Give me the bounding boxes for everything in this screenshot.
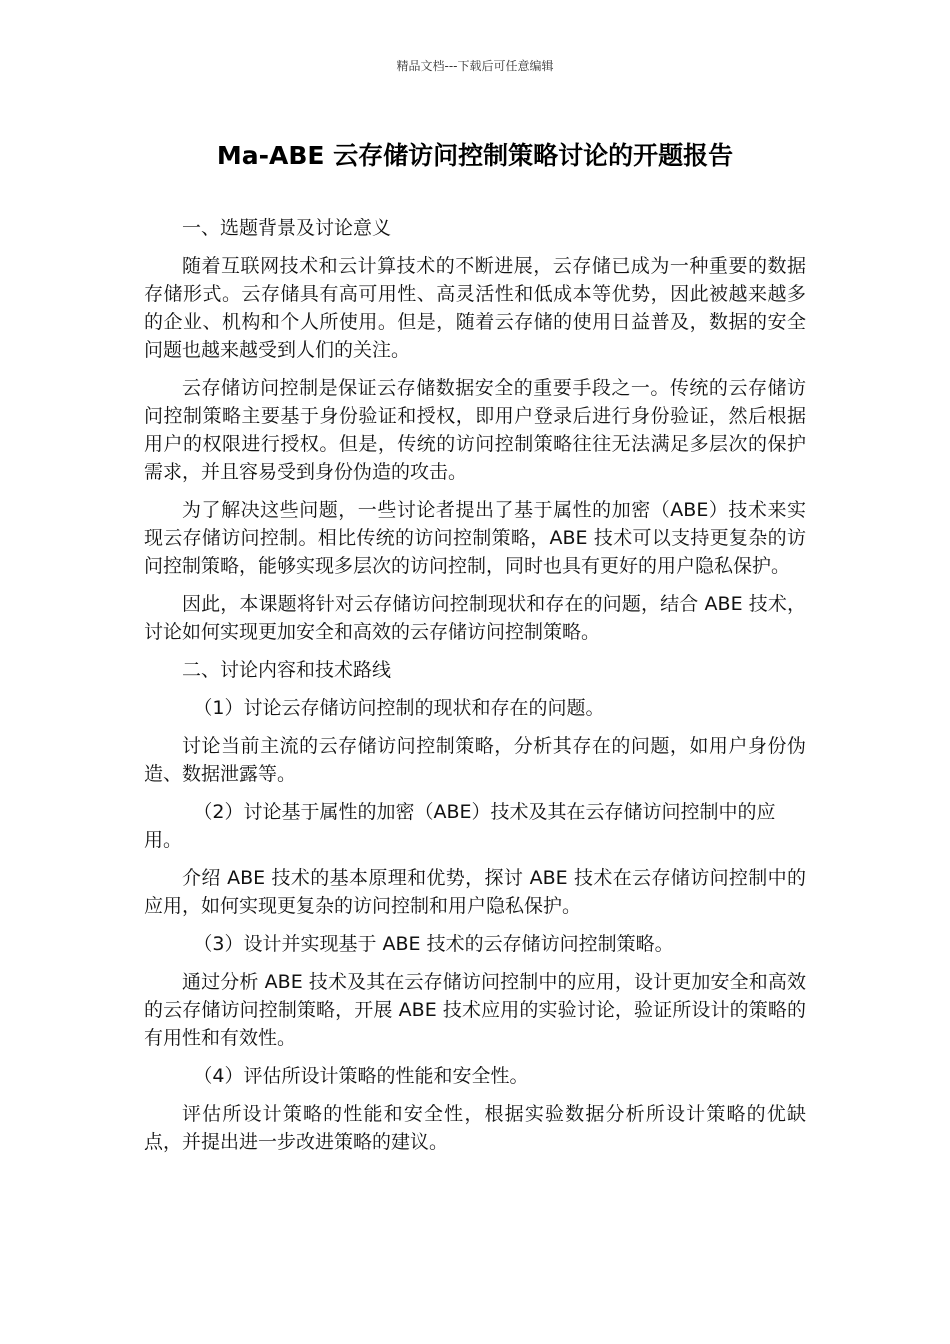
paragraph: 评估所设计策略的性能和安全性，根据实验数据分析所设计策略的优缺点，并提出进一步改进策略的建议。 [144, 1103, 806, 1153]
subheading-item-2: （2）讨论基于属性的加密（ABE）技术及其在云存储访问控制中的应用。 [144, 801, 776, 851]
paragraph: 讨论当前主流的云存储访问控制策略，分析其存在的问题，如用户身份伪造、数据泄露等。 [144, 735, 806, 785]
paragraph: 介绍 ABE 技术的基本原理和优势，探讨 ABE 技术在云存储访问控制中的应用，如何实现更复杂的访问控制和用户隐私保护。 [144, 867, 806, 917]
page-header-watermark: 精品文档---下载后可任意编辑 [396, 59, 554, 73]
paragraph: 通过分析 ABE 技术及其在云存储访问控制中的应用，设计更加安全和高效的云存储访问控制策略，开展 ABE 技术应用的实验讨论，验证所设计的策略的有用性和有效性。 [144, 971, 806, 1049]
paragraph: 随着互联网技术和云计算技术的不断进展，云存储已成为一种重要的数据存储形式。云存储具有高可用性、高灵活性和低成本等优势，因此被越来越多的企业、机构和个人所使用。但是，随着云存储的使用日益普及，数据的安全问题也越来越受到人们的关注。 [144, 255, 806, 361]
section-heading-content: 二、讨论内容和技术路线 [182, 659, 392, 681]
document-title: Ma-ABE 云存储访问控制策略讨论的开题报告 [216, 141, 734, 170]
subheading-item-3: （3）设计并实现基于 ABE 技术的云存储访问控制策略。 [193, 933, 674, 955]
paragraph: 云存储访问控制是保证云存储数据安全的重要手段之一。传统的云存储访问控制策略主要基于身份验证和授权，即用户登录后进行身份验证，然后根据用户的权限进行授权。但是，传统的访问控制策略往往无法满足多层次的保护需求，并且容易受到身份伪造的攻击。 [144, 377, 806, 483]
paragraph: 为了解决这些问题，一些讨论者提出了基于属性的加密（ABE）技术来实现云存储访问控制。相比传统的访问控制策略，ABE 技术可以支持更复杂的访问控制策略，能够实现多层次的访问控制，同时也具有更好的用户隐私保护。 [144, 499, 806, 577]
document-body [144, 214, 806, 1166]
subheading-item-4: （4）评估所设计策略的性能和安全性。 [193, 1065, 529, 1087]
paragraph: 因此，本课题将针对云存储访问控制现状和存在的问题，结合 ABE 技术，讨论如何实现更加安全和高效的云存储访问控制策略。 [144, 593, 806, 643]
section-heading-background: 一、选题背景及讨论意义 [182, 217, 392, 239]
subheading-item-1: （1）讨论云存储访问控制的现状和存在的问题。 [193, 697, 605, 719]
